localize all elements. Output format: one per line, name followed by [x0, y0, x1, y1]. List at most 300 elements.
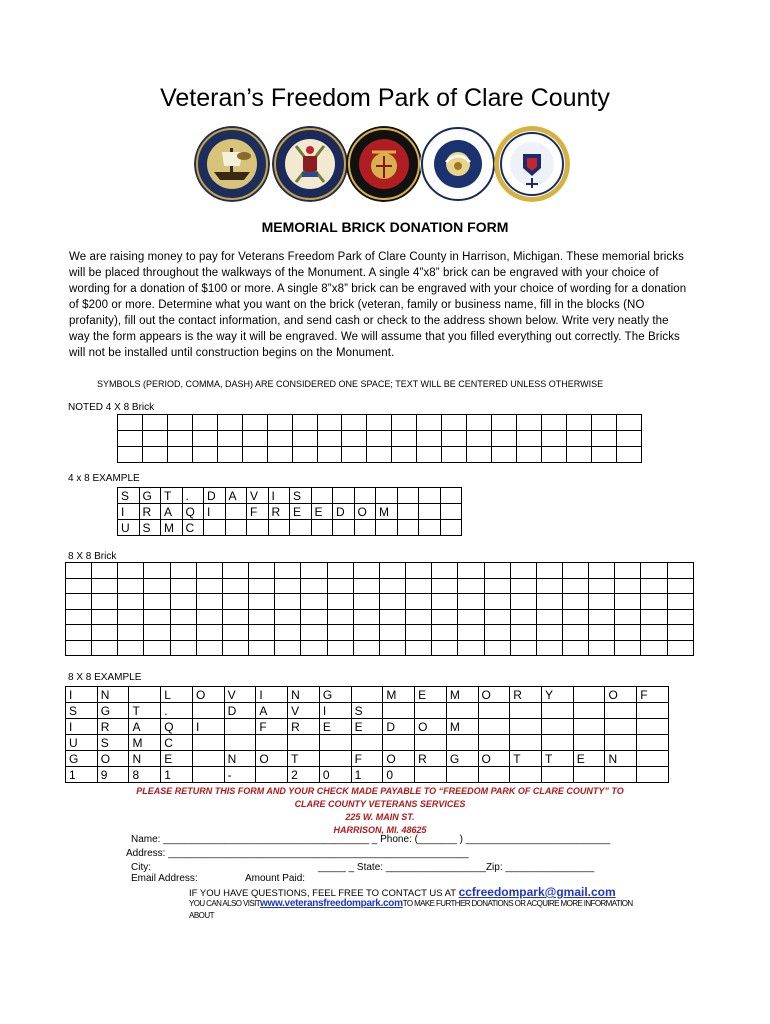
grid-cell[interactable]	[92, 609, 118, 625]
grid-cell[interactable]	[517, 447, 542, 463]
example-cell: O	[97, 751, 129, 767]
grid-cell[interactable]	[458, 640, 484, 656]
grid-cell[interactable]	[641, 563, 667, 579]
grid-cell[interactable]	[536, 625, 562, 641]
example-row	[118, 504, 462, 520]
example-cell: R	[415, 751, 447, 767]
grid-cell[interactable]	[192, 415, 217, 431]
grid-cell[interactable]	[589, 625, 615, 641]
grid-cell[interactable]	[510, 578, 536, 594]
example-cell: R	[268, 504, 290, 520]
grid-cell[interactable]	[591, 431, 616, 447]
example-cell	[446, 703, 478, 719]
page-title: Veteran’s Freedom Park of Clare County	[160, 84, 610, 112]
grid-cell[interactable]	[118, 625, 144, 641]
grid-cell[interactable]	[392, 431, 417, 447]
grid-cell[interactable]	[222, 625, 248, 641]
grid-cell[interactable]	[667, 625, 693, 641]
grid-cell[interactable]	[222, 578, 248, 594]
grid-cell[interactable]	[217, 447, 242, 463]
grid-cell[interactable]	[406, 609, 432, 625]
grid-cell[interactable]	[562, 625, 588, 641]
grid-cell[interactable]	[66, 609, 92, 625]
grid-cell[interactable]	[492, 415, 517, 431]
example-row	[66, 767, 669, 783]
grid-cell[interactable]	[432, 609, 458, 625]
grid-cell[interactable]	[249, 640, 275, 656]
example-cell: G	[319, 687, 351, 703]
amount-paid-field[interactable]: Amount Paid:	[245, 873, 306, 884]
grid-cell[interactable]	[379, 625, 405, 641]
example-cell	[478, 767, 510, 783]
grid-cell[interactable]	[327, 640, 353, 656]
grid-cell[interactable]	[66, 594, 92, 610]
example-cell: A	[256, 703, 288, 719]
grid-cell[interactable]	[442, 415, 467, 431]
city-field[interactable]: City:	[131, 862, 151, 873]
grid-cell[interactable]	[484, 640, 510, 656]
grid-cell[interactable]	[144, 563, 170, 579]
example-cell	[204, 520, 226, 536]
email-field[interactable]: Email Address:	[131, 873, 198, 884]
website-link[interactable]: www.veteransfreedompark.com	[260, 898, 403, 909]
grid-cell[interactable]	[170, 578, 196, 594]
example-cell	[440, 488, 462, 504]
brick-8x8-grid[interactable]	[65, 562, 694, 656]
grid-cell[interactable]	[641, 609, 667, 625]
example-cell	[192, 703, 224, 719]
example-cell: V	[247, 488, 269, 504]
example-cell	[446, 735, 478, 751]
grid-cell[interactable]	[517, 431, 542, 447]
grid-cell[interactable]	[367, 447, 392, 463]
grid-row	[66, 594, 694, 610]
grid-cell[interactable]	[275, 563, 301, 579]
grid-cell[interactable]	[641, 640, 667, 656]
grid-cell[interactable]	[249, 578, 275, 594]
example-cell	[311, 520, 333, 536]
grid-cell[interactable]	[317, 447, 342, 463]
grid-cell[interactable]	[170, 563, 196, 579]
grid-cell[interactable]	[458, 609, 484, 625]
grid-cell[interactable]	[510, 625, 536, 641]
example-cell: V	[224, 687, 256, 703]
grid-cell[interactable]	[317, 431, 342, 447]
grid-cell[interactable]	[616, 431, 641, 447]
grid-cell[interactable]	[353, 563, 379, 579]
example-cell: O	[478, 687, 510, 703]
grid-row	[66, 578, 694, 594]
grid-cell[interactable]	[66, 563, 92, 579]
grid-cell[interactable]	[589, 563, 615, 579]
grid-cell[interactable]	[541, 415, 566, 431]
grid-cell[interactable]	[301, 625, 327, 641]
brick-4x8-grid[interactable]	[117, 414, 642, 463]
grid-cell[interactable]	[242, 431, 267, 447]
grid-cell[interactable]	[142, 415, 167, 431]
grid-cell[interactable]	[275, 609, 301, 625]
state-zip-field[interactable]: _____ _ State: __________________Zip: ________________	[318, 862, 595, 873]
grid-cell[interactable]	[510, 640, 536, 656]
grid-cell[interactable]	[589, 640, 615, 656]
contact-email-link[interactable]: ccfreedompark@gmail.com	[458, 885, 616, 899]
grid-cell[interactable]	[379, 609, 405, 625]
grid-cell[interactable]	[615, 609, 641, 625]
grid-cell[interactable]	[249, 625, 275, 641]
grid-cell[interactable]	[142, 447, 167, 463]
grid-cell[interactable]	[66, 640, 92, 656]
grid-cell[interactable]	[196, 578, 222, 594]
grid-cell[interactable]	[442, 447, 467, 463]
symbols-note: SYMBOLS (PERIOD, COMMA, DASH) ARE CONSIDERED ONE SPACE; TEXT WILL BE CENTERED UNLESS OTHERWISE	[97, 379, 604, 389]
grid-cell[interactable]	[192, 431, 217, 447]
return-street: 225 W. MAIN ST.	[345, 812, 415, 822]
grid-cell[interactable]	[458, 594, 484, 610]
grid-cell[interactable]	[667, 609, 693, 625]
grid-cell[interactable]	[536, 578, 562, 594]
grid-cell[interactable]	[484, 609, 510, 625]
grid-cell[interactable]	[641, 625, 667, 641]
grid-cell[interactable]	[641, 578, 667, 594]
grid-cell[interactable]	[458, 578, 484, 594]
visit-suffix: TO MAKE FURTHER DONATIONS OR ACQUIRE MORE INFORMATION	[402, 899, 633, 908]
grid-cell[interactable]	[327, 563, 353, 579]
grid-cell[interactable]	[406, 578, 432, 594]
grid-cell[interactable]	[301, 578, 327, 594]
grid-cell[interactable]	[196, 609, 222, 625]
grid-cell[interactable]	[492, 447, 517, 463]
example-cell	[397, 504, 419, 520]
grid-cell[interactable]	[458, 625, 484, 641]
grid-cell[interactable]	[379, 563, 405, 579]
grid-cell[interactable]	[589, 594, 615, 610]
grid-cell[interactable]	[92, 563, 118, 579]
example-cell	[383, 703, 415, 719]
example-cell: L	[161, 687, 193, 703]
grid-cell[interactable]	[589, 578, 615, 594]
grid-cell[interactable]	[392, 447, 417, 463]
grid-cell[interactable]	[342, 447, 367, 463]
grid-cell[interactable]	[379, 640, 405, 656]
grid-cell[interactable]	[566, 447, 591, 463]
example-cell	[440, 520, 462, 536]
grid-cell[interactable]	[196, 625, 222, 641]
example-cell: R	[510, 687, 542, 703]
grid-cell[interactable]	[367, 431, 392, 447]
grid-cell[interactable]	[566, 415, 591, 431]
grid-cell[interactable]	[353, 625, 379, 641]
example-cell: D	[333, 504, 355, 520]
grid-cell[interactable]	[342, 415, 367, 431]
grid-cell[interactable]	[510, 563, 536, 579]
grid-cell[interactable]	[144, 594, 170, 610]
navy-seal-icon	[194, 126, 270, 202]
example-cell: N	[97, 687, 129, 703]
example-cell	[224, 735, 256, 751]
grid-cell[interactable]	[591, 415, 616, 431]
grid-cell[interactable]	[217, 415, 242, 431]
grid-cell[interactable]	[222, 609, 248, 625]
grid-cell[interactable]	[142, 431, 167, 447]
example-cell: M	[383, 687, 415, 703]
grid-cell[interactable]	[92, 625, 118, 641]
grid-cell[interactable]	[144, 609, 170, 625]
grid-cell[interactable]	[406, 563, 432, 579]
grid-cell[interactable]	[249, 563, 275, 579]
grid-cell[interactable]	[275, 594, 301, 610]
example-cell: E	[311, 504, 333, 520]
example-cell: D	[383, 719, 415, 735]
grid-cell[interactable]	[484, 625, 510, 641]
example-cell: 9	[97, 767, 129, 783]
grid-cell[interactable]	[562, 609, 588, 625]
grid-cell[interactable]	[562, 594, 588, 610]
example-cell	[415, 767, 447, 783]
grid-cell[interactable]	[118, 431, 143, 447]
grid-cell[interactable]	[591, 447, 616, 463]
grid-cell[interactable]	[484, 594, 510, 610]
grid-cell[interactable]	[367, 415, 392, 431]
grid-cell[interactable]	[342, 431, 367, 447]
grid-cell[interactable]	[118, 609, 144, 625]
grid-cell[interactable]	[327, 578, 353, 594]
grid-cell[interactable]	[616, 415, 641, 431]
grid-cell[interactable]	[92, 578, 118, 594]
example-cell: G	[446, 751, 478, 767]
grid-cell[interactable]	[615, 563, 641, 579]
grid-cell[interactable]	[275, 640, 301, 656]
example-cell	[419, 520, 441, 536]
grid-cell[interactable]	[541, 431, 566, 447]
grid-cell[interactable]	[536, 594, 562, 610]
grid-cell[interactable]	[292, 415, 317, 431]
grid-cell[interactable]	[667, 640, 693, 656]
grid-cell[interactable]	[275, 578, 301, 594]
example-cell: S	[351, 703, 383, 719]
grid-cell[interactable]	[432, 594, 458, 610]
example-cell: E	[319, 719, 351, 735]
example-cell	[397, 520, 419, 536]
example-cell	[605, 735, 637, 751]
grid-cell[interactable]	[222, 640, 248, 656]
example-cell: -	[224, 767, 256, 783]
grid-cell[interactable]	[301, 640, 327, 656]
grid-cell[interactable]	[92, 640, 118, 656]
grid-cell[interactable]	[589, 609, 615, 625]
name-phone-field[interactable]: Name: _____________________________________ _ Phone: (_______ ) __________________________	[131, 834, 611, 845]
grid-cell[interactable]	[616, 447, 641, 463]
grid-cell[interactable]	[327, 594, 353, 610]
grid-cell[interactable]	[353, 594, 379, 610]
grid-cell[interactable]	[353, 609, 379, 625]
grid-cell[interactable]	[484, 578, 510, 594]
grid-cell[interactable]	[353, 640, 379, 656]
example-cell	[478, 735, 510, 751]
grid-cell[interactable]	[562, 640, 588, 656]
grid-cell[interactable]	[562, 563, 588, 579]
example-cell: S	[66, 703, 98, 719]
grid-row	[118, 415, 642, 431]
grid-cell[interactable]	[536, 640, 562, 656]
grid-cell[interactable]	[442, 431, 467, 447]
grid-cell[interactable]	[379, 594, 405, 610]
example-cell: 0	[383, 767, 415, 783]
grid-cell[interactable]	[170, 640, 196, 656]
example-cell: R	[97, 719, 129, 735]
grid-cell[interactable]	[118, 563, 144, 579]
example-cell	[192, 751, 224, 767]
grid-cell[interactable]	[249, 609, 275, 625]
example-cell: S	[139, 520, 161, 536]
grid-cell[interactable]	[467, 447, 492, 463]
grid-cell[interactable]	[144, 625, 170, 641]
grid-cell[interactable]	[562, 578, 588, 594]
example-8x8-label: 8 X 8 EXAMPLE	[68, 672, 142, 683]
grid-cell[interactable]	[317, 415, 342, 431]
grid-cell[interactable]	[192, 447, 217, 463]
example-8x8-grid	[65, 686, 669, 783]
example-cell: F	[247, 504, 269, 520]
grid-cell[interactable]	[217, 431, 242, 447]
grid-cell[interactable]	[267, 415, 292, 431]
grid-cell[interactable]	[467, 415, 492, 431]
grid-cell[interactable]	[144, 578, 170, 594]
grid-cell[interactable]	[492, 431, 517, 447]
grid-cell[interactable]	[118, 578, 144, 594]
example-cell: U	[66, 735, 98, 751]
grid-cell[interactable]	[392, 415, 417, 431]
example-cell: U	[118, 520, 140, 536]
coast-guard-seal-icon	[494, 126, 570, 202]
grid-cell[interactable]	[458, 563, 484, 579]
grid-cell[interactable]	[536, 563, 562, 579]
grid-cell[interactable]	[66, 578, 92, 594]
example-cell	[637, 719, 669, 735]
example-row	[66, 703, 669, 719]
example-cell	[319, 751, 351, 767]
grid-cell[interactable]	[66, 625, 92, 641]
grid-cell[interactable]	[510, 609, 536, 625]
grid-cell[interactable]	[170, 594, 196, 610]
grid-cell[interactable]	[615, 594, 641, 610]
example-cell: V	[288, 703, 320, 719]
grid-cell[interactable]	[196, 640, 222, 656]
grid-cell[interactable]	[167, 447, 192, 463]
grid-cell[interactable]	[406, 625, 432, 641]
example-cell	[573, 703, 605, 719]
grid-cell[interactable]	[541, 447, 566, 463]
grid-cell[interactable]	[118, 594, 144, 610]
grid-cell[interactable]	[170, 609, 196, 625]
example-cell	[383, 735, 415, 751]
grid-cell[interactable]	[517, 415, 542, 431]
grid-cell[interactable]	[615, 625, 641, 641]
grid-cell[interactable]	[615, 640, 641, 656]
example-cell: A	[225, 488, 247, 504]
grid-cell[interactable]	[432, 563, 458, 579]
grid-cell[interactable]	[167, 431, 192, 447]
grid-cell[interactable]	[667, 594, 693, 610]
grid-cell[interactable]	[118, 415, 143, 431]
grid-cell[interactable]	[432, 578, 458, 594]
example-row	[66, 751, 669, 767]
grid-cell[interactable]	[432, 640, 458, 656]
example-cell: Y	[542, 687, 574, 703]
army-seal-icon	[272, 126, 348, 202]
grid-cell[interactable]	[353, 578, 379, 594]
grid-cell[interactable]	[566, 431, 591, 447]
grid-cell[interactable]	[242, 447, 267, 463]
grid-cell[interactable]	[267, 431, 292, 447]
example-cell	[440, 504, 462, 520]
grid-cell[interactable]	[417, 431, 442, 447]
grid-cell[interactable]	[417, 447, 442, 463]
example-cell: T	[542, 751, 574, 767]
grid-cell[interactable]	[301, 563, 327, 579]
grid-cell[interactable]	[301, 609, 327, 625]
grid-cell[interactable]	[292, 447, 317, 463]
grid-cell[interactable]	[292, 431, 317, 447]
grid-cell[interactable]	[118, 640, 144, 656]
grid-cell[interactable]	[222, 563, 248, 579]
grid-cell[interactable]	[196, 594, 222, 610]
grid-cell[interactable]	[417, 415, 442, 431]
example-cell: S	[118, 488, 140, 504]
grid-cell[interactable]	[144, 640, 170, 656]
example-cell: T	[510, 751, 542, 767]
grid-cell[interactable]	[406, 594, 432, 610]
example-cell: I	[319, 703, 351, 719]
example-cell	[290, 520, 312, 536]
address-field[interactable]: Address: ______________________________________________________	[126, 848, 469, 859]
grid-cell[interactable]	[432, 625, 458, 641]
grid-cell[interactable]	[170, 625, 196, 641]
grid-cell[interactable]	[536, 609, 562, 625]
grid-cell[interactable]	[92, 594, 118, 610]
grid-cell[interactable]	[406, 640, 432, 656]
grid-cell[interactable]	[379, 578, 405, 594]
grid-cell[interactable]	[467, 431, 492, 447]
example-cell	[573, 719, 605, 735]
grid-cell[interactable]	[641, 594, 667, 610]
example-cell: 8	[129, 767, 161, 783]
grid-cell[interactable]	[267, 447, 292, 463]
example-cell	[510, 735, 542, 751]
grid-cell[interactable]	[249, 594, 275, 610]
grid-cell[interactable]	[167, 415, 192, 431]
example-cell: O	[415, 719, 447, 735]
grid-cell[interactable]	[196, 563, 222, 579]
grid-cell[interactable]	[327, 609, 353, 625]
grid-cell[interactable]	[275, 625, 301, 641]
grid-cell[interactable]	[242, 415, 267, 431]
grid-cell[interactable]	[484, 563, 510, 579]
grid-cell[interactable]	[510, 594, 536, 610]
example-row	[118, 488, 462, 504]
grid-cell[interactable]	[667, 563, 693, 579]
grid-cell[interactable]	[301, 594, 327, 610]
grid-cell[interactable]	[222, 594, 248, 610]
grid-cell[interactable]	[327, 625, 353, 641]
grid-cell[interactable]	[615, 578, 641, 594]
example-cell: E	[415, 687, 447, 703]
example-cell	[351, 687, 383, 703]
example-cell: I	[66, 687, 98, 703]
grid-cell[interactable]	[118, 447, 143, 463]
return-line1-prefix: PLEASE RETURN THIS FORM AND YOUR CHECK MADE PAYABLE TO “	[136, 786, 444, 796]
example-cell	[333, 488, 355, 504]
grid-cell[interactable]	[667, 578, 693, 594]
